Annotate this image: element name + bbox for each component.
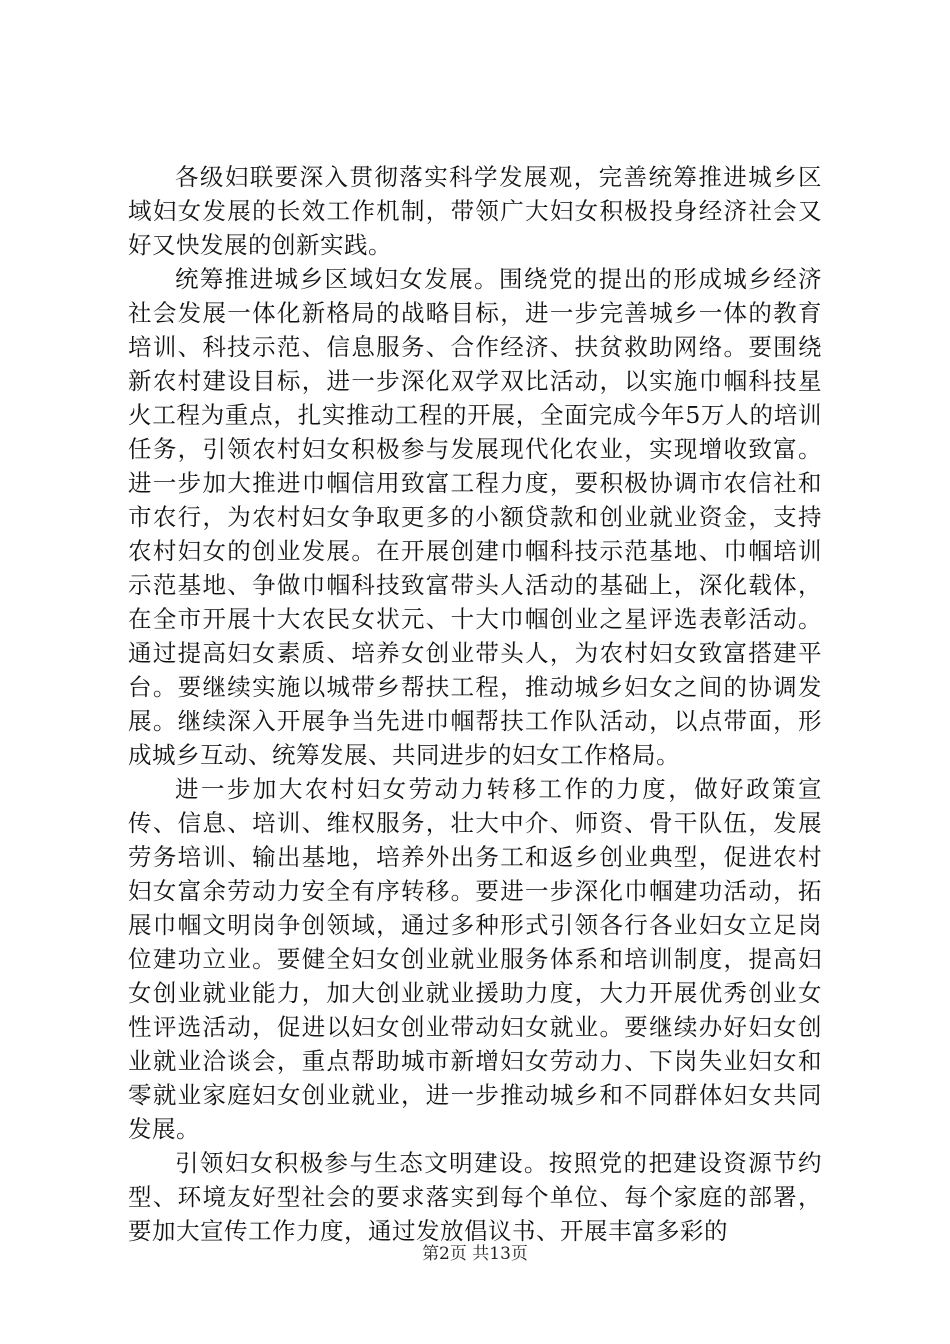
paragraph-3: 进一步加大农村妇女劳动力转移工作的力度，做好政策宣传、信息、培训、维权服务，壮大中介、师资、骨干队伍，发展劳务培训、输出基地，培养外出务工和返乡创业典型，促进农村妇女富余劳动力安全有序转移。要进一步深化巾帼建功活动，拓展巾帼文明岗争创领域，通过多种形式引领各行各业妇女立足岗位建功立业。要健全妇女创业就业服务体系和培训制度，提高妇女创业就业能力，加大创业就业援助力度，大力开展优秀创业女性评选活动，促进以妇女创业带动妇女就业。要继续办好妇女创业就业洽谈会，重点帮助城市新增妇女劳动力、下岗失业妇女和零就业家庭妇女创业就业，进一步推动城乡和不同群体妇女共同发展。 (128, 775, 822, 1143)
paragraph-1: 各级妇联要深入贯彻落实科学发展观，完善统筹推进城乡区域妇女发展的长效工作机制，带领广大妇女积极投身经济社会又好又快发展的创新实践。 (128, 163, 822, 259)
page-number-footer: 第2页 共13页 (422, 1244, 528, 1264)
document-body (128, 160, 822, 1248)
paragraph-2: 统筹推进城乡区域妇女发展。围绕党的提出的形成城乡经济社会发展一体化新格局的战略目标，进一步完善城乡一体的教育培训、科技示范、信息服务、合作经济、扶贫救助网络。要围绕新农村建设目标，进一步深化双学双比活动，以实施巾帼科技星火工程为重点，扎实推动工程的开展，全面完成今年5万人的培训任务，引领农村妇女积极参与发展现代化农业，实现增收致富。进一步加大推进巾帼信用致富工程力度，要积极协调市农信社和市农行，为农村妇女争取更多的小额贷款和创业就业资金，支持农村妇女的创业发展。在开展创建巾帼科技示范基地、巾帼培训示范基地、争做巾帼科技致富带头人活动的基础上，深化载体，在全市开展十大农民女状元、十大巾帼创业之星评选表彰活动。通过提高妇女素质、培养女创业带头人，为农村妇女致富搭建平台。要继续实施以城带乡帮扶工程，推动城乡妇女之间的协调发展。继续深入开展争当先进巾帼帮扶工作队活动，以点带面，形成城乡互动、统筹发展、共同进步的妇女工作格局。 (128, 265, 822, 769)
paragraph-4: 引领妇女积极参与生态文明建设。按照党的把建设资源节约型、环境友好型社会的要求落实到每个单位、每个家庭的部署，要加大宣传工作力度，通过发放倡议书、开展丰富多彩的 (128, 1149, 822, 1245)
